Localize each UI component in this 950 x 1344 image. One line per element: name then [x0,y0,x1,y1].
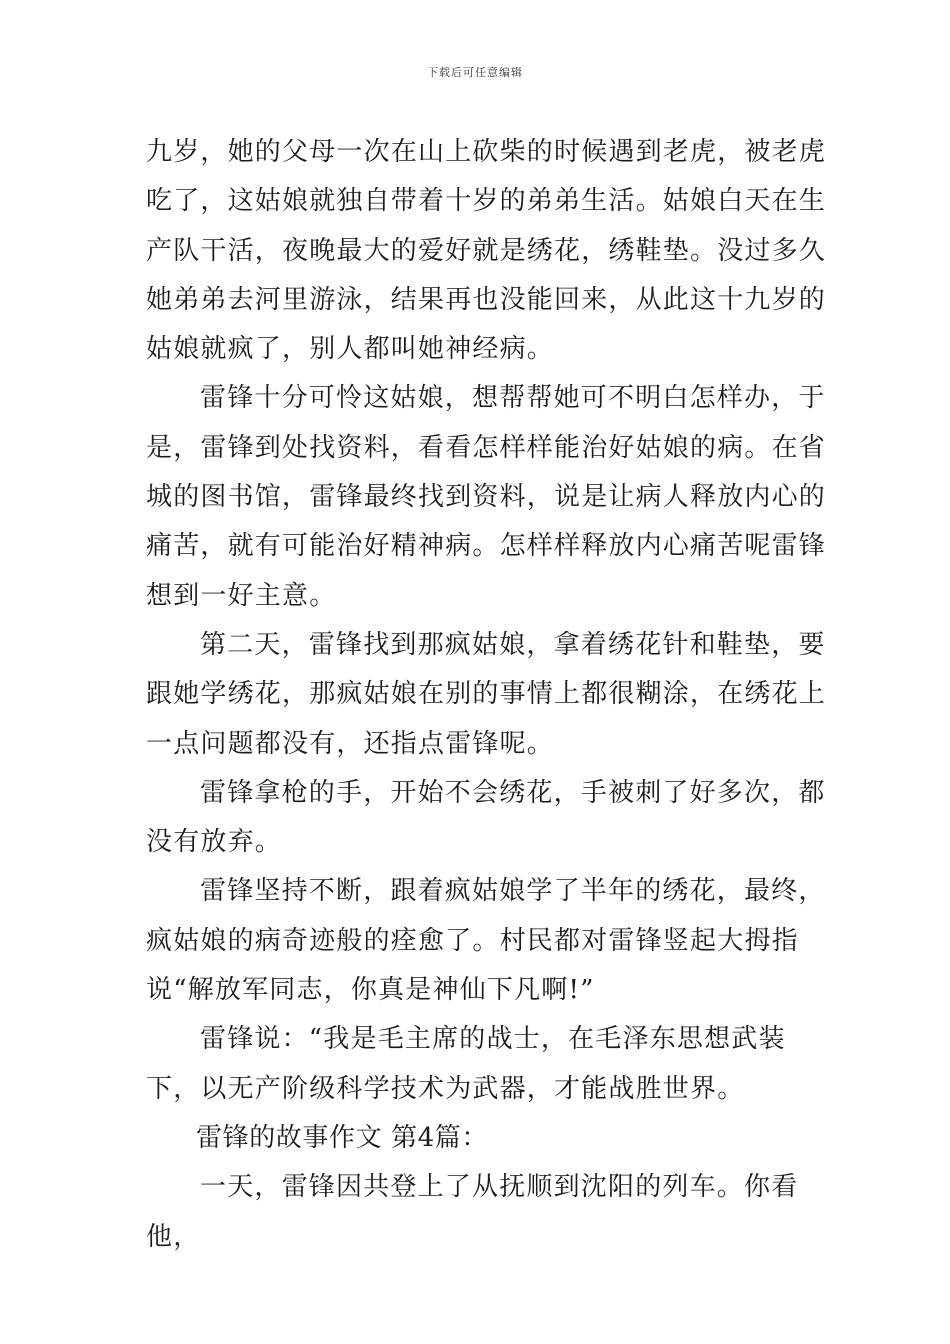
paragraph: 雷锋说：“我是毛主席的战士，在毛泽东思想武装下，以无产阶级科学技术为武器，才能战胜世界。 [146,1024,786,1104]
paragraph: 一天，雷锋因共登上了从抚顺到沈阳的列车。你看他， [146,1172,799,1252]
paragraph: 雷锋坚持不断，跟着疯姑娘学了半年的绣花，最终，疯姑娘的病奇迹般的痊愈了。村民都对雷锋竖起大拇指说“解放军同志，你真是神仙下凡啊!” [146,876,826,1006]
paragraph: 雷锋十分可怜这姑娘，想帮帮她可不明白怎样办，于是，雷锋到处找资料，看看怎样样能治好姑娘的病。在省城的图书馆，雷锋最终找到资料，说是让病人释放内心的痛苦，就有可能治好精神病。怎样样释放内心痛苦呢雷锋想到一好主意。 [146,383,827,611]
paragraph: 第二天，雷锋找到那疯姑娘，拿着绣花针和鞋垫，要跟她学绣花，那疯姑娘在别的事情上都很糊涂，在绣花上一点问题都没有，还指点雷锋呢。 [146,629,827,759]
section-heading: 雷锋的故事作文 第4篇： [196,1122,489,1153]
page-header: 下载后可任意编辑 [427,66,523,79]
paragraph: 雷锋拿枪的手，开始不会绣花，手被刺了好多次，都没有放弃。 [146,777,826,858]
document-body [146,128,826,1262]
paragraph: 九岁，她的父母一次在山上砍柴的时候遇到老虎，被老虎吃了，这姑娘就独自带着十岁的弟弟生活。姑娘白天在生产队干活，夜晚最大的爱好就是绣花，绣鞋垫。没过多久她弟弟去河里游泳，结果再也没能回来，从此这十九岁的姑娘就疯了，别人都叫她神经病。 [146,137,827,365]
